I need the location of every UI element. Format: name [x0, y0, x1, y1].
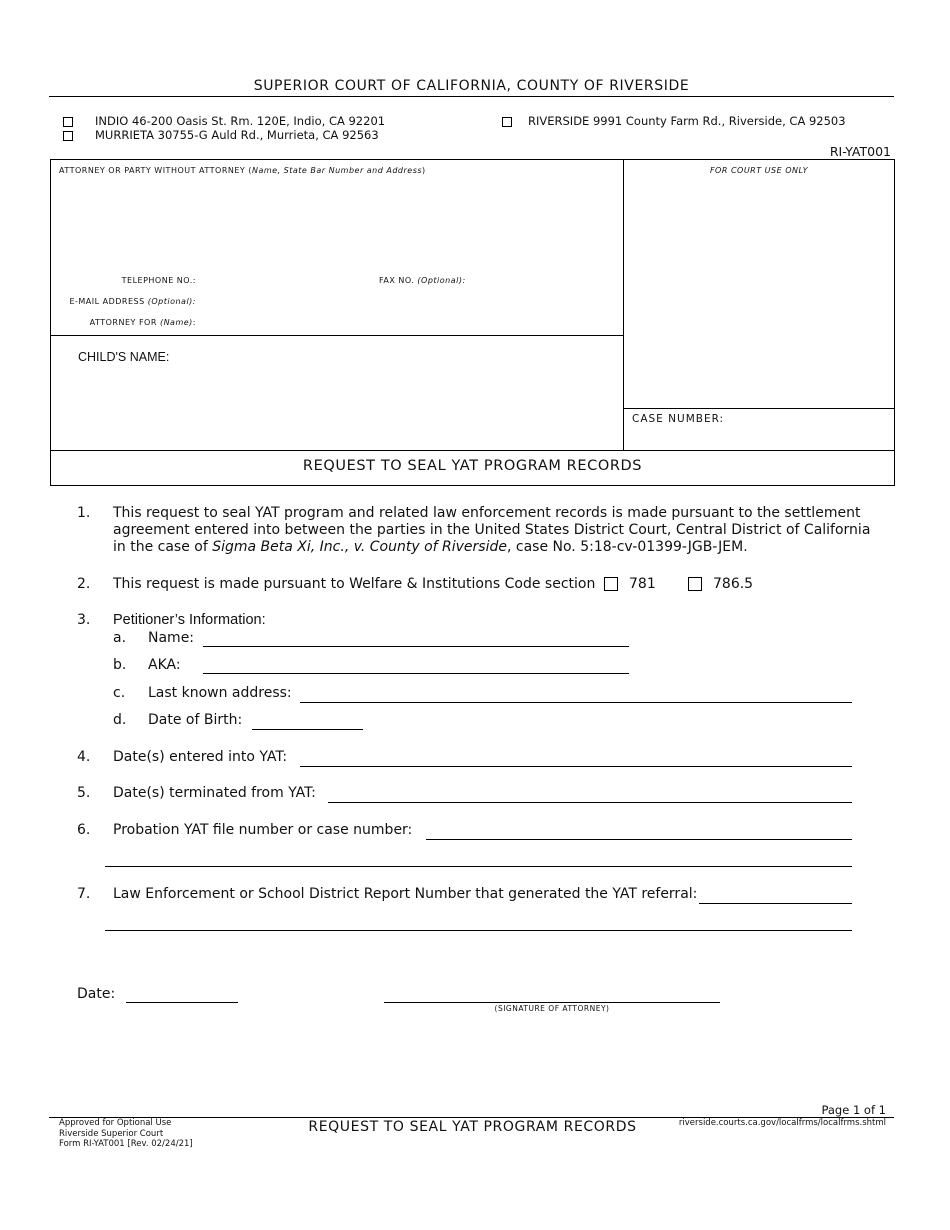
date-entered-label: Date(s) entered into YAT:	[113, 749, 288, 765]
form-title: REQUEST TO SEAL YAT PROGRAM RECORDS	[302, 458, 643, 474]
address-label: Last known address:	[148, 685, 292, 701]
approval-line-2: Riverside Superior Court	[59, 1128, 164, 1139]
case-name: Sigma Beta Xi, Inc., v. County of Riverside	[212, 539, 507, 555]
murrieta-address: MURRIETA 30755-G Auld Rd., Murrieta, CA 92563	[95, 128, 379, 142]
date-terminated-label: Date(s) terminated from YAT:	[113, 785, 316, 801]
name-label: Name:	[148, 630, 195, 646]
date-field[interactable]	[126, 1002, 238, 1003]
item-3c-letter: c.	[113, 685, 126, 701]
item-1-number: 1.	[77, 505, 91, 521]
item-6-number: 6.	[77, 822, 91, 838]
signature-field[interactable]	[384, 1002, 720, 1003]
court-use-label: FOR COURT USE ONLY	[709, 166, 809, 175]
dob-field[interactable]	[252, 729, 363, 730]
date-label: Date:	[77, 986, 116, 1002]
fax-label: FAX NO. (Optional):	[379, 276, 466, 285]
childs-name-label: CHILD'S NAME:	[78, 350, 170, 364]
email-label: E-MAIL ADDRESS (Optional):	[69, 297, 196, 306]
attorney-child-divider	[50, 335, 624, 336]
childs-name-field[interactable]	[78, 368, 608, 438]
address-field[interactable]	[300, 702, 852, 703]
form-number: RI-YAT001	[829, 144, 891, 159]
item-1-line-2: agreement entered into between the parties in the United States District Court, Central District of California	[113, 522, 871, 538]
item-5-number: 5.	[77, 785, 91, 801]
section-781-checkbox[interactable]	[604, 577, 618, 591]
attorney-name-address-field[interactable]	[59, 180, 614, 270]
aka-label: AKA:	[148, 657, 181, 673]
report-number-field[interactable]	[699, 903, 852, 904]
case-number-field[interactable]	[632, 428, 887, 446]
section-786-5-label: 786.5	[713, 576, 754, 592]
case-number-label: CASE NUMBER:	[632, 413, 725, 425]
probation-file-label: Probation YAT file number or case number:	[113, 822, 413, 838]
report-number-field-continued[interactable]	[105, 930, 852, 931]
probation-file-field-continued[interactable]	[105, 866, 852, 867]
item-3-heading: Petitioner’s Information:	[113, 612, 266, 628]
case-number-divider	[623, 408, 895, 409]
item-7-number: 7.	[77, 886, 91, 902]
footer-url[interactable]: riverside.courts.ca.gov/localfrms/localfrms.shtml	[678, 1118, 886, 1128]
page-number: Page 1 of 1	[821, 1103, 886, 1117]
item-3-number: 3.	[77, 612, 91, 628]
indio-checkbox[interactable]	[63, 117, 73, 127]
item-3b-letter: b.	[113, 657, 127, 673]
signature-caption: (SIGNATURE OF ATTORNEY)	[494, 1004, 610, 1013]
fax-field[interactable]	[466, 272, 616, 286]
name-field[interactable]	[203, 646, 629, 647]
approval-note	[59, 1118, 193, 1150]
item-1-text	[113, 505, 883, 556]
riverside-address: RIVERSIDE 9991 County Farm Rd., Riverside, CA 92503	[528, 114, 846, 128]
footer-title: REQUEST TO SEAL YAT PROGRAM RECORDS	[308, 1119, 637, 1135]
attorney-for-field[interactable]	[200, 314, 610, 328]
report-number-label: Law Enforcement or School District Report Number that generated the YAT referral:	[113, 886, 698, 902]
item-3d-letter: d.	[113, 712, 127, 728]
section-781-label: 781	[629, 576, 656, 592]
item-2-text: This request is made pursuant to Welfare & Institutions Code section	[113, 576, 596, 592]
riverside-checkbox[interactable]	[502, 117, 512, 127]
item-3a-letter: a.	[113, 630, 127, 646]
court-title-rule	[49, 96, 894, 97]
section-786-5-checkbox[interactable]	[688, 577, 702, 591]
probation-file-field[interactable]	[426, 839, 852, 840]
item-4-number: 4.	[77, 749, 91, 765]
approval-line-3: Form RI-YAT001 [Rev. 02/24/21]	[59, 1139, 193, 1149]
telephone-field[interactable]	[200, 272, 370, 286]
item-1-line-3: in the case of Sigma Beta Xi, Inc., v. County of Riverside, case No. 5:18-cv-01399-JGB-JEM.	[113, 539, 748, 555]
attorney-for-label: ATTORNEY FOR (Name):	[89, 318, 196, 327]
date-terminated-field[interactable]	[328, 802, 852, 803]
item-1-line-1: This request to seal YAT program and related law enforcement records is made pursuant to the settlement	[113, 505, 861, 521]
item-2-number: 2.	[77, 576, 91, 592]
email-field[interactable]	[200, 293, 610, 307]
court-title: SUPERIOR COURT OF CALIFORNIA, COUNTY OF RIVERSIDE	[253, 78, 690, 94]
dob-label: Date of Birth:	[148, 712, 243, 728]
attorney-label: ATTORNEY OR PARTY WITHOUT ATTORNEY (Name, State Bar Number and Address)	[59, 166, 426, 175]
aka-field[interactable]	[203, 673, 629, 674]
telephone-label: TELEPHONE NO.:	[121, 276, 196, 285]
date-entered-field[interactable]	[300, 766, 852, 767]
indio-address: INDIO 46-200 Oasis St. Rm. 120E, Indio, CA 92201	[95, 114, 386, 128]
murrieta-checkbox[interactable]	[63, 131, 73, 141]
approval-line-1: Approved for Optional Use	[59, 1118, 172, 1128]
